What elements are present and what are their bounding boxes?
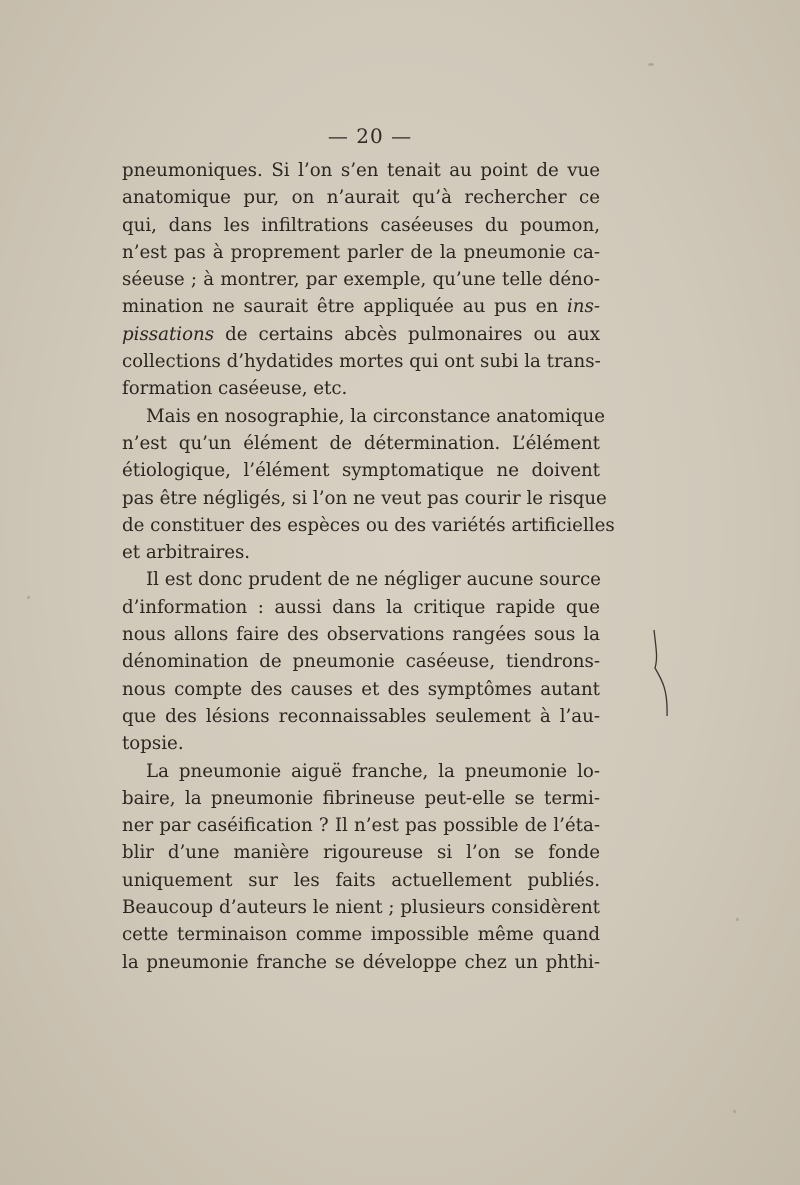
text-line: que des lésions reconnaissables seulement à l’au- — [122, 705, 600, 727]
text-line: collections d’hydatides mortes qui ont subi la trans- — [122, 351, 601, 373]
text-line: nous allons faire des observations rangées sous la — [122, 624, 600, 646]
text-line: d’information : aussi dans la critique rapide que — [122, 596, 600, 618]
text-line: Beaucoup d’auteurs le nient ; plusieurs considèrent — [122, 897, 600, 919]
text-line: pneumoniques. Si l’on s’en tenait au point de vue — [122, 160, 600, 181]
paragraph — [122, 758, 600, 976]
text-line: ner par caséification ? Il n’est pas possible de l’éta- — [122, 815, 600, 837]
paragraph — [122, 403, 615, 567]
paper-speck — [27, 596, 30, 599]
text-line: pissations de certains abcès pulmonaires ou aux — [122, 323, 600, 345]
text-line: cette terminaison comme impossible même quand — [122, 924, 600, 946]
text-line: n’est qu’un élément de détermination. L’élément — [122, 432, 600, 454]
text-line: séeuse ; à montrer, par exemple, qu’une telle déno- — [122, 269, 600, 291]
text-line: et arbitraires. — [122, 542, 251, 564]
text-line: pas être négligés, si l’on ne veut pas courir le risque — [122, 487, 607, 509]
paragraph — [122, 157, 600, 403]
page-number: — 20 — — [327, 124, 413, 148]
body-text — [122, 157, 615, 976]
text-line: anatomique pur, on n’aurait qu’à rechercher ce — [122, 187, 600, 209]
text-line: Il est donc prudent de ne négliger aucune source — [146, 569, 601, 591]
margin-bracket-mark — [652, 628, 672, 718]
text-line: étiologique, l’élément symptomatique ne doivent — [122, 460, 600, 482]
text-line: formation caséeuse, etc. — [122, 378, 348, 400]
text-line: de constituer des espèces ou des variétés artificielles — [122, 514, 615, 536]
text-line: la pneumonie franche se développe chez un phthi- — [122, 951, 600, 973]
text-line: blir d’une manière rigoureuse si l’on se fonde — [122, 842, 600, 864]
text-line: n’est pas à proprement parler de la pneumonie ca- — [122, 241, 600, 263]
text-line: baire, la pneumonie fibrineuse peut-elle se termi- — [122, 787, 600, 809]
paper-speck — [648, 63, 654, 66]
text-line: uniquement sur les faits actuellement publiés. — [122, 869, 600, 891]
text-line: nous compte des causes et des symptômes autant — [122, 678, 600, 700]
text-line: qui, dans les infiltrations caséeuses du poumon, — [122, 214, 600, 236]
paper-speck — [736, 918, 739, 921]
paragraph — [122, 566, 600, 757]
text-line: mination ne saurait être appliquée au pus en ins- — [122, 296, 600, 318]
text-line: dénomination de pneumonie caséeuse, tiendrons- — [122, 651, 600, 673]
text-line: Mais en nosographie, la circonstance anatomique — [146, 405, 606, 427]
text-line: La pneumonie aiguë franche, la pneumonie lo- — [146, 760, 600, 782]
text-line: topsie. — [122, 733, 184, 755]
paper-speck — [733, 1110, 736, 1113]
